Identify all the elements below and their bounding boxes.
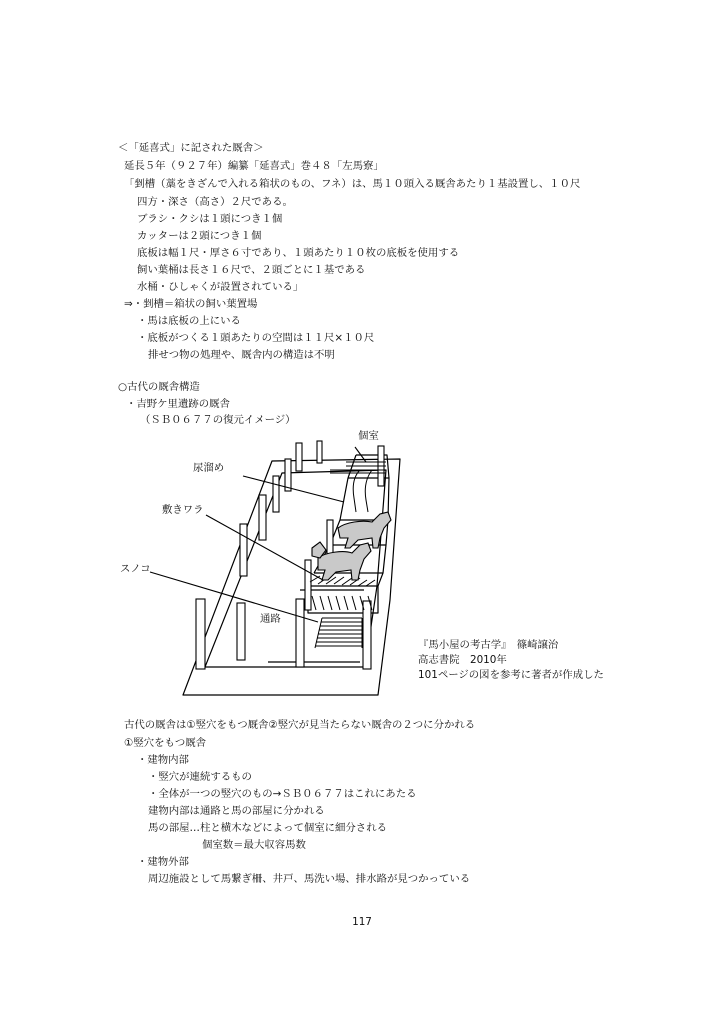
leader-line-sunoko — [150, 572, 318, 622]
label-tsuuro: 通路 — [260, 613, 281, 625]
text-line: ・吉野ケ里遺跡の厩舎 — [126, 398, 230, 410]
post — [259, 495, 266, 540]
label-shikiwara: 敷きワラ — [162, 504, 204, 516]
text-line: ・建物外部 — [137, 856, 189, 868]
text-line: ブラシ・クシは１頭につき１個 — [137, 213, 283, 225]
text-line: 延長５年（９２７年）編纂「延喜式」巻４８「左馬寮」 — [124, 160, 384, 172]
text-line: 排せつ物の処理や、厩舎内の構造は不明 — [148, 349, 335, 361]
text-line: ・馬は底板の上にいる — [137, 315, 241, 327]
post — [296, 443, 302, 471]
text-line: （ＳＢ０６７７の復元イメージ） — [140, 414, 296, 426]
text-line: ・底板がつくる１頭あたりの空間は１１尺×１０尺 — [137, 332, 375, 344]
figure-citation-line: 高志書院 2010年 — [418, 654, 507, 666]
post — [296, 599, 304, 667]
text-line: 「剉槽（藁をきざんで入れる箱状のもの、フネ）は、馬１０頭入る厩舎あたり１基設置し、１０尺 — [124, 178, 581, 190]
post — [317, 441, 322, 463]
section-heading-ancient: ○古代の厩舎構造 — [118, 381, 200, 393]
page-number: 117 — [352, 916, 372, 928]
text-line: ・全体が一つの竪穴のもの→ＳＢ０６７７はこれにあたる — [148, 788, 417, 800]
post — [305, 560, 311, 610]
text-line: 飼い葉桶は長さ１６尺で、２頭ごとに１基である — [137, 264, 366, 276]
post — [240, 524, 247, 576]
text-line: ・建物内部 — [137, 754, 189, 766]
subheading: ①竪穴をもつ厩舎 — [124, 737, 207, 749]
label-koshitsu: 個室 — [358, 430, 379, 442]
text-line: 底板は幅１尺・厚さ６寸であり、１頭あたり１０枚の底板を使用する — [137, 247, 460, 259]
figure-citation-line: 『馬小屋の考古学』 篠崎譲治 — [418, 639, 559, 651]
label-nyoudame: 尿溜め — [193, 462, 225, 474]
post — [273, 476, 279, 512]
text-line: ⇒・剉槽＝箱状の飼い葉置場 — [124, 298, 258, 310]
text-line: 馬の部屋…柱と横木などによって個室に細分される — [148, 822, 387, 834]
text-line: ・竪穴が連続するもの — [148, 771, 252, 783]
text-line: 四方・深さ（高さ）２尺である。 — [137, 196, 293, 208]
text-line: 水桶・ひしゃくが設置されている」 — [137, 281, 304, 293]
text-line: 古代の厩舎は①竪穴をもつ厩舎②竪穴が見当たらない厩舎の２つに分かれる — [124, 719, 476, 731]
post — [285, 459, 291, 491]
section-heading-engishiki: ＜「延喜式」に記された厩舎＞ — [118, 142, 264, 154]
sunoko-slats — [315, 618, 362, 648]
text-line: 個室数＝最大収容馬数 — [202, 839, 306, 851]
horse-upper — [338, 512, 391, 548]
text-line: 建物内部は通路と馬の部屋に分かれる — [148, 805, 325, 817]
text-line: 周辺施設として馬繋ぎ柵、井戸、馬洗い場、排水路が見つかっている — [148, 873, 471, 885]
text-line: カッターは２頭につき１個 — [137, 230, 262, 242]
post — [237, 603, 245, 660]
figure-citation-line: 101ページの図を参考に著者が作成した — [418, 669, 604, 681]
post — [363, 601, 371, 669]
label-sunoko: スノコ — [120, 563, 151, 575]
post — [196, 599, 205, 669]
urine-channel — [353, 470, 372, 512]
